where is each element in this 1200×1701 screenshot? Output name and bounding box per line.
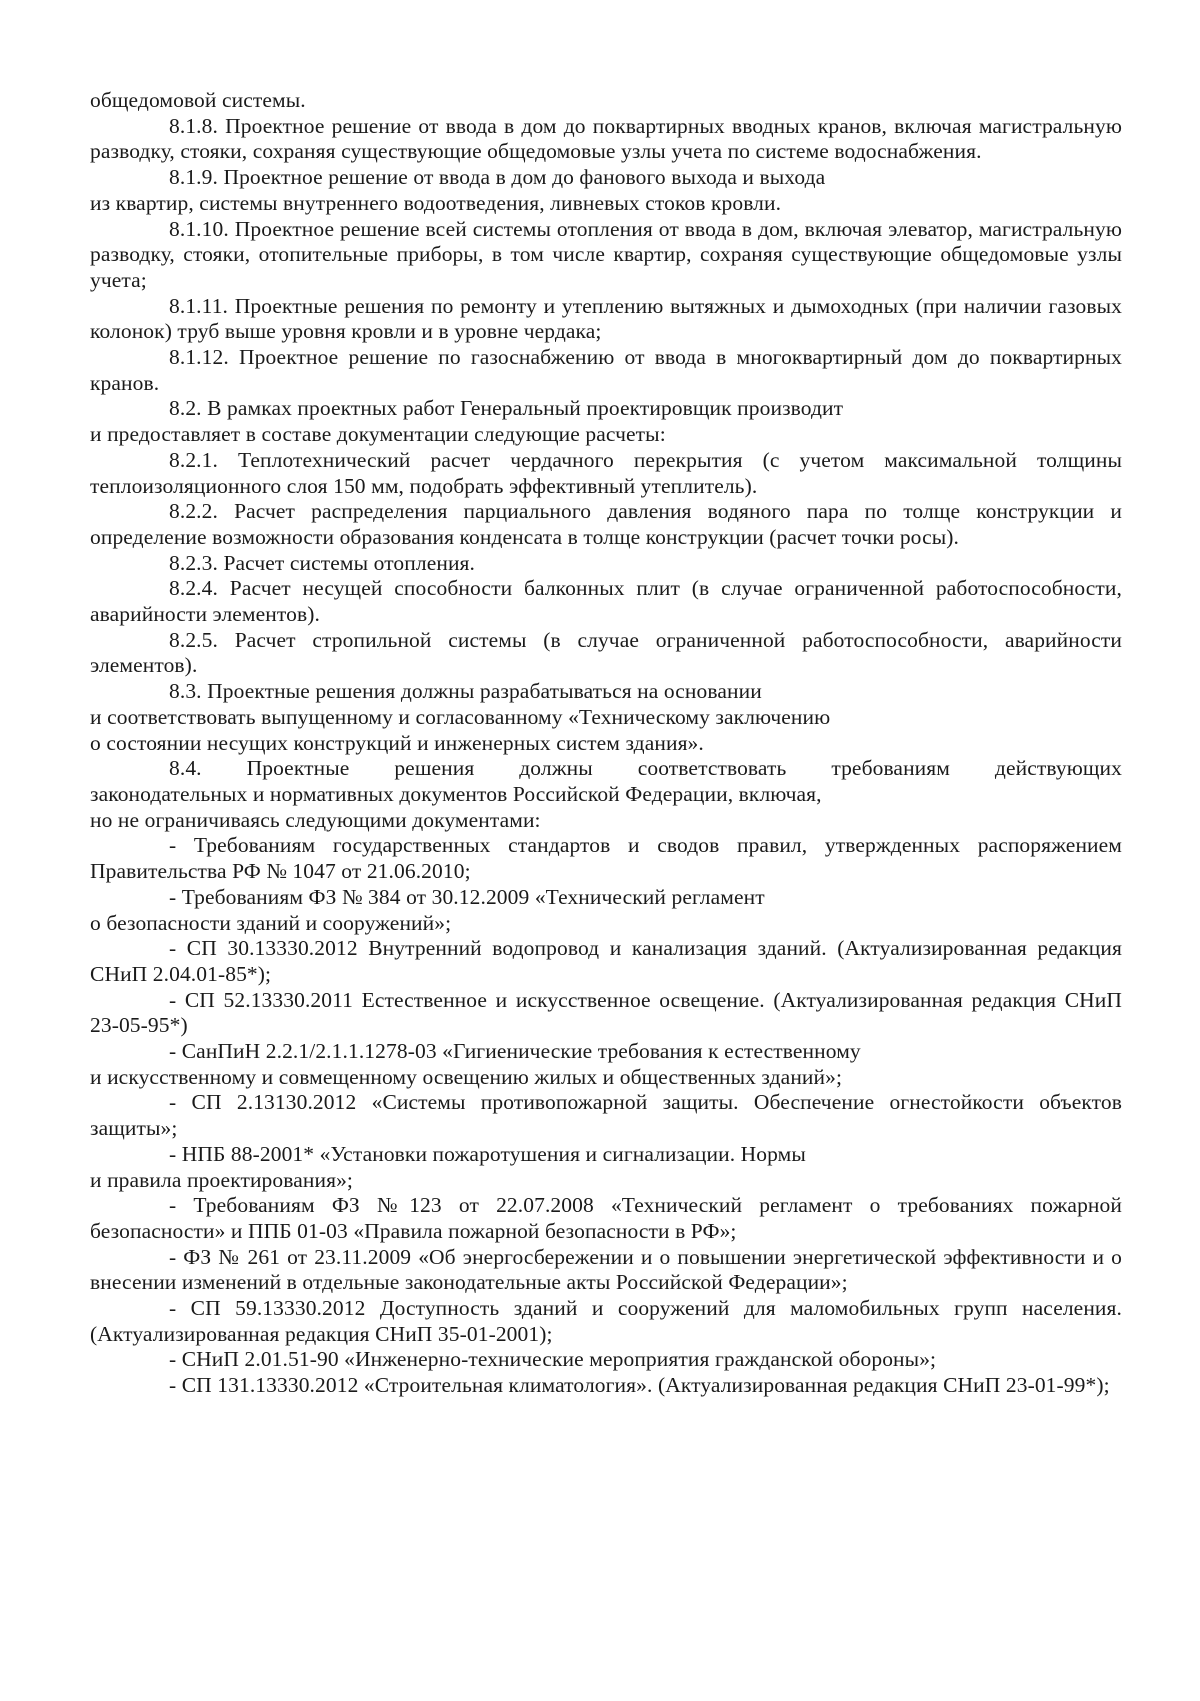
text-line: и правила проектирования»;	[90, 1167, 353, 1192]
text-line: законодательных и нормативных документов Российской Федерации, включая,	[90, 781, 822, 806]
text-line: и предоставляет в составе документации следующие расчеты:	[90, 422, 666, 447]
list-item: - СП 131.13330.2012 «Строительная климатология». (Актуализированная редакция СНиП 23-01-99*);	[169, 1373, 1110, 1398]
text-line: - СанПиН 2.2.1/2.1.1.1278-03 «Гигиенические требования к естественному	[169, 1039, 861, 1064]
paragraph-8-1-11: 8.1.11. Проектные решения по ремонту и утеплению вытяжных и дымоходных (при наличии газовых колонок) труб выше уровня кровли и в уровне чердака;	[90, 293, 1122, 344]
paragraph-8-1-12: 8.1.12. Проектное решение по газоснабжению от ввода в многоквартирный дом до поквартирных кранов.	[90, 345, 1122, 395]
document-page	[90, 88, 1122, 1399]
list-item: - ФЗ № 261 от 23.11.2009 «Об энергосбережении и о повышении энергетической эффективности и о внесении изменений в отдельные законодательные акты Российской Федерации»;	[90, 1244, 1122, 1295]
list-item	[90, 1142, 1122, 1193]
list-item	[90, 1039, 1122, 1090]
paragraph-8-4	[90, 756, 1122, 833]
paragraph-8-1-10: 8.1.10. Проектное решение всей системы отопления от ввода в дом, включая элеватор, магистральную разводку, стояки, отопительные приборы, в том числе квартир, сохраняя существующие общедомовые узлы учета;	[90, 216, 1122, 292]
text-line: о состоянии несущих конструкций и инженерных систем здания».	[90, 730, 704, 755]
paragraph-8-2-2: 8.2.2. Расчет распределения парциального давления водяного пара по толще конструкции и определение возможности образования конденсата в толще конструкции (расчет точки росы).	[90, 499, 1122, 549]
paragraph-8-2-1: 8.2.1. Теплотехнический расчет чердачного перекрытия (с учетом максимальной толщины теплоизоляционного слоя 150 мм, подобрать эффективный утеплитель).	[90, 447, 1122, 498]
list-item	[90, 885, 1122, 936]
paragraph-8-2-5: 8.2.5. Расчет стропильной системы (в случае ограниченной работоспособности, аварийности элементов).	[90, 627, 1122, 678]
paragraph: общедомовой системы.	[90, 88, 306, 112]
text-line: 8.2. В рамках проектных работ Генеральный проектировщик производит	[169, 396, 844, 421]
list-item: - СП 2.13130.2012 «Системы противопожарной защиты. Обеспечение огнестойкости объектов защиты»;	[90, 1090, 1122, 1141]
paragraph-8-2-4: 8.2.4. Расчет несущей способности балконных плит (в случае ограниченной работоспособности, аварийности элементов).	[90, 576, 1122, 627]
text-line: - Требованиям ФЗ № 384 от 30.12.2009 «Технический регламент	[169, 884, 765, 909]
list-item: - СНиП 2.01.51-90 «Инженерно-технические мероприятия гражданской обороны»;	[169, 1347, 937, 1372]
list-item: - СП 52.13330.2011 Естественное и искусственное освещение. (Актуализированная редакция СНиП 23-05-95*)	[90, 987, 1122, 1038]
paragraph-8-3	[90, 679, 1122, 756]
text-line: о безопасности зданий и сооружений»;	[90, 910, 452, 935]
text-line: - НПБ 88-2001* «Установки пожаротушения и сигнализации. Нормы	[169, 1141, 806, 1166]
text-line: и искусственному и совмещенному освещению жилых и общественных зданий»;	[90, 1064, 843, 1089]
list-item: - СП 30.13330.2012 Внутренний водопровод и канализация зданий. (Актуализированная редакция СНиП 2.04.01-85*);	[90, 936, 1122, 986]
paragraph-8-1-9	[90, 165, 1122, 216]
paragraph-8-1-8: 8.1.8. Проектное решение от ввода в дом до поквартирных вводных кранов, включая магистральную разводку, стояки, сохраняя существующие общедомовые узлы учета по системе водоснабжения.	[90, 113, 1122, 164]
list-item: - СП 59.13330.2012 Доступность зданий и сооружений для маломобильных групп населения. (Актуализированная редакция СНиП 35-01-2001);	[90, 1296, 1122, 1346]
text-line: но не ограничиваясь следующими документами:	[90, 807, 541, 832]
paragraph-8-2-3: 8.2.3. Расчет системы отопления.	[169, 550, 476, 575]
text-line: из квартир, системы внутреннего водоотведения, ливневых стоков кровли.	[90, 190, 782, 215]
paragraph-8-2	[90, 396, 1122, 447]
list-item: - Требованиям государственных стандартов и сводов правил, утвержденных распоряжением Правительства РФ № 1047 от 21.06.2010;	[90, 833, 1122, 884]
text-line: 8.1.9. Проектное решение от ввода в дом до фанового выхода и выхода	[169, 165, 826, 190]
list-item: - Требованиям ФЗ №123 от 22.07.2008 «Технический регламент о требованиях пожарной безопасности» и ППБ 01-03 «Правила пожарной безопасности в РФ»;	[90, 1193, 1122, 1243]
text-line: и соответствовать выпущенному и согласованному «Техническому заключению	[90, 704, 831, 729]
text-line: 8.3. Проектные решения должны разрабатываться на основании	[169, 679, 762, 704]
text-line: 8.4. Проектные решения должны соответствовать требованиям действующих	[169, 756, 1122, 781]
